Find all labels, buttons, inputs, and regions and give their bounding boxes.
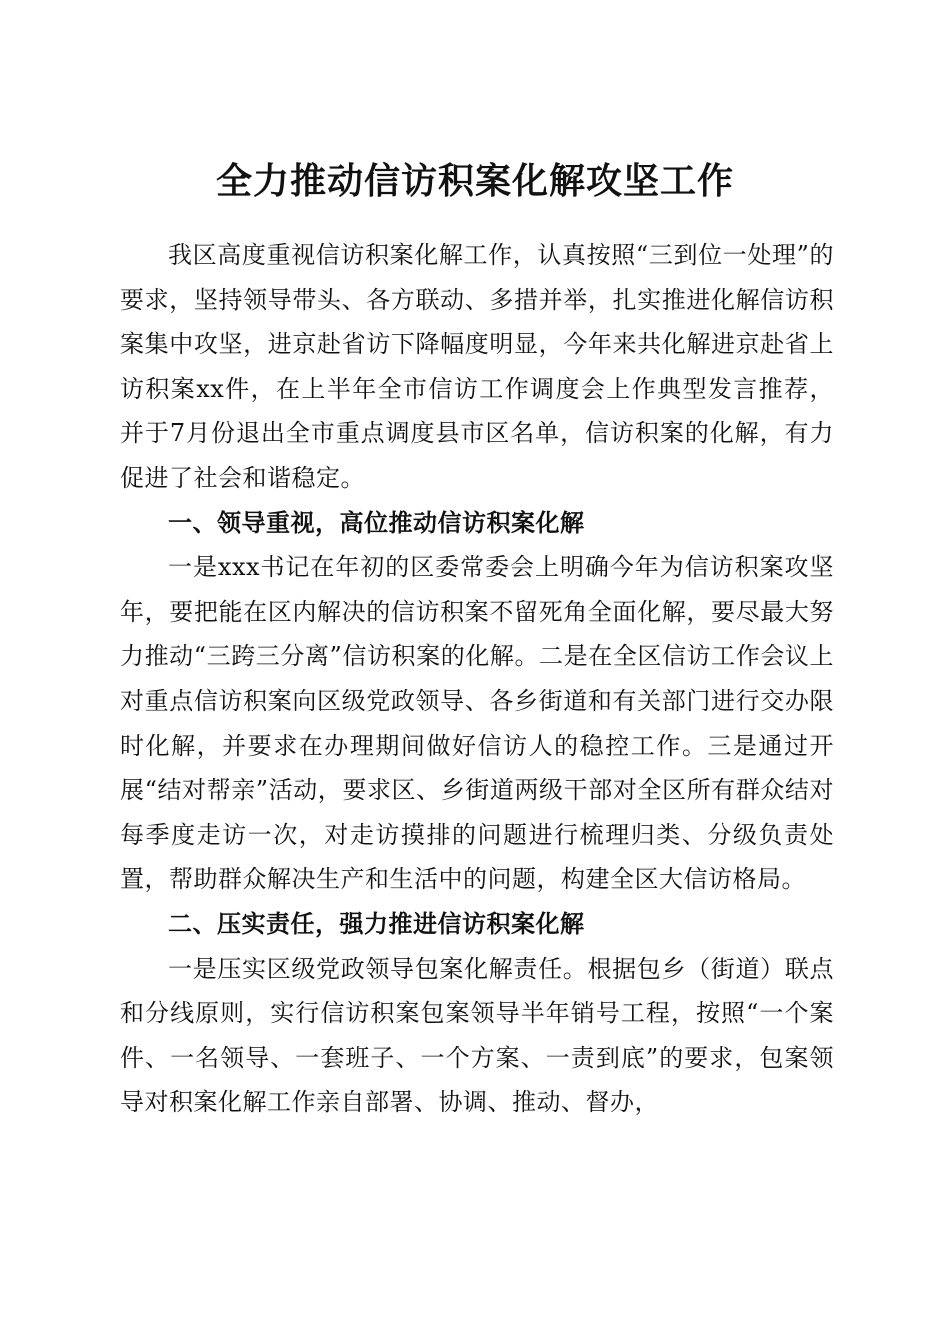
section-2-paragraph: 一是压实区级党政领导包案化解责任。根据包乡（街道）联点和分线原则，实行信访积案包案领导半年销号工程，按照“一个案件、一名领导、一套班子、一个方案、一责到底”的要求，包案领导对积案化解工作亲自部署、协调、推动、督办， <box>120 954 834 1117</box>
section-2-heading: 二、压实责任，强力推进信访积案化解 <box>168 909 585 938</box>
document-body <box>120 233 834 1125</box>
section-1-heading: 一、领导重视，高位推动信访积案化解 <box>168 508 585 537</box>
section-1-paragraph: 一是xxx书记在年初的区委常委会上明确今年为信访积案攻坚年，要把能在区内解决的信访积案不留死角全面化解，要尽最大努力推动“三跨三分离”信访积案的化解。二是在全区信访工作会议上对重点信访积案向区级党政领导、各乡街道和有关部门进行交办限时化解，并要求在办理期间做好信访人的稳控工作。三是通过开展“结对帮亲”活动，要求区、乡街道两级干部对全区所有群众结对每季度走访一次，对走访摸排的问题进行梳理归类、分级负责处置，帮助群众解决生产和生活中的问题，构建全区大信访格局。 <box>120 553 834 894</box>
document-title: 全力推动信访积案化解攻坚工作 <box>215 161 734 203</box>
intro-paragraph: 我区高度重视信访积案化解工作，认真按照“三到位一处理”的要求，坚持领导带头、各方联动、多措并举，扎实推进化解信访积案集中攻坚，进京赴省访下降幅度明显，今年来共化解进京赴省上访积案xx件，在上半年全市信访工作调度会上作典型发言推荐，并于7月份退出全市重点调度县市区名单，信访积案的化解，有力促进了社会和谐稳定。 <box>120 241 834 492</box>
